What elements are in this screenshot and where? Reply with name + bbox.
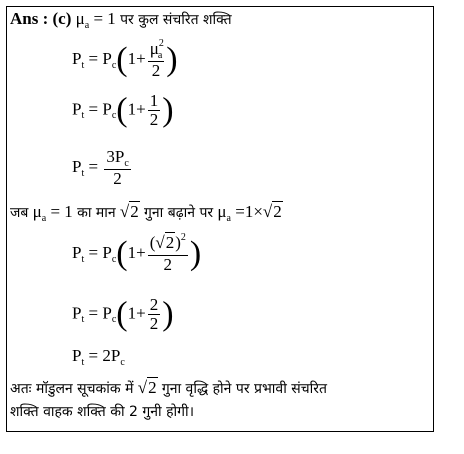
fraction: $\frac{(√2)^2}{2}$ (149, 232, 186, 274)
ans-label: Ans : (10, 9, 49, 28)
answer-option: (c) (52, 9, 72, 28)
square-root: √2 (137, 378, 157, 397)
equation-2: $P_t = P_c(1+$ $\frac{1}{2}$ ) (72, 91, 174, 129)
equation-5: $P_t = P_c(1+$ $\frac{2}{2}$ ) (72, 295, 174, 333)
fraction: $\frac{\mu^2_a}{2}$ (149, 38, 164, 80)
equation-1: $P_t = P_c(1+$ $\frac{\mu^2_a}{2}$ ) (72, 38, 178, 80)
equation-3: $P_t$ = $\frac{3P_c}{2}$ (72, 147, 129, 188)
conclusion-line-1: अतः मॉडुलन सूचकांक में √2 गुना वृद्धि होने पर प्रभावी संचरित (10, 378, 327, 397)
fraction: $\frac{3P_c}{2}$ (106, 147, 129, 188)
square-root: √2 (262, 202, 282, 221)
statement-line: जब $\mu_a = 1$ का मान √2 गुना बढ़ाने पर $\mu_a =1\times√2$ (10, 202, 282, 224)
header-hindi-text: पर कुल संचरित शक्ति (120, 12, 232, 28)
mu-symbol: μ (75, 9, 85, 28)
fraction: $\frac{2}{2}$ (149, 295, 159, 333)
answer-header: Ans : (c) $\mu_a = 1$ पर कुल संचरित शक्ति (10, 9, 232, 31)
equation-4: $P_t = P_c(1+$ $\frac{(√2)^2}{2}$ ) (72, 232, 202, 274)
square-root: √2 (119, 202, 139, 221)
conclusion-line-2: शक्ति वाहक शक्ति की 2 गुनी होगी। (10, 404, 194, 420)
fraction: $\frac{1}{2}$ (149, 91, 159, 129)
equation-6: $P_t = 2P_c$ (72, 346, 125, 368)
